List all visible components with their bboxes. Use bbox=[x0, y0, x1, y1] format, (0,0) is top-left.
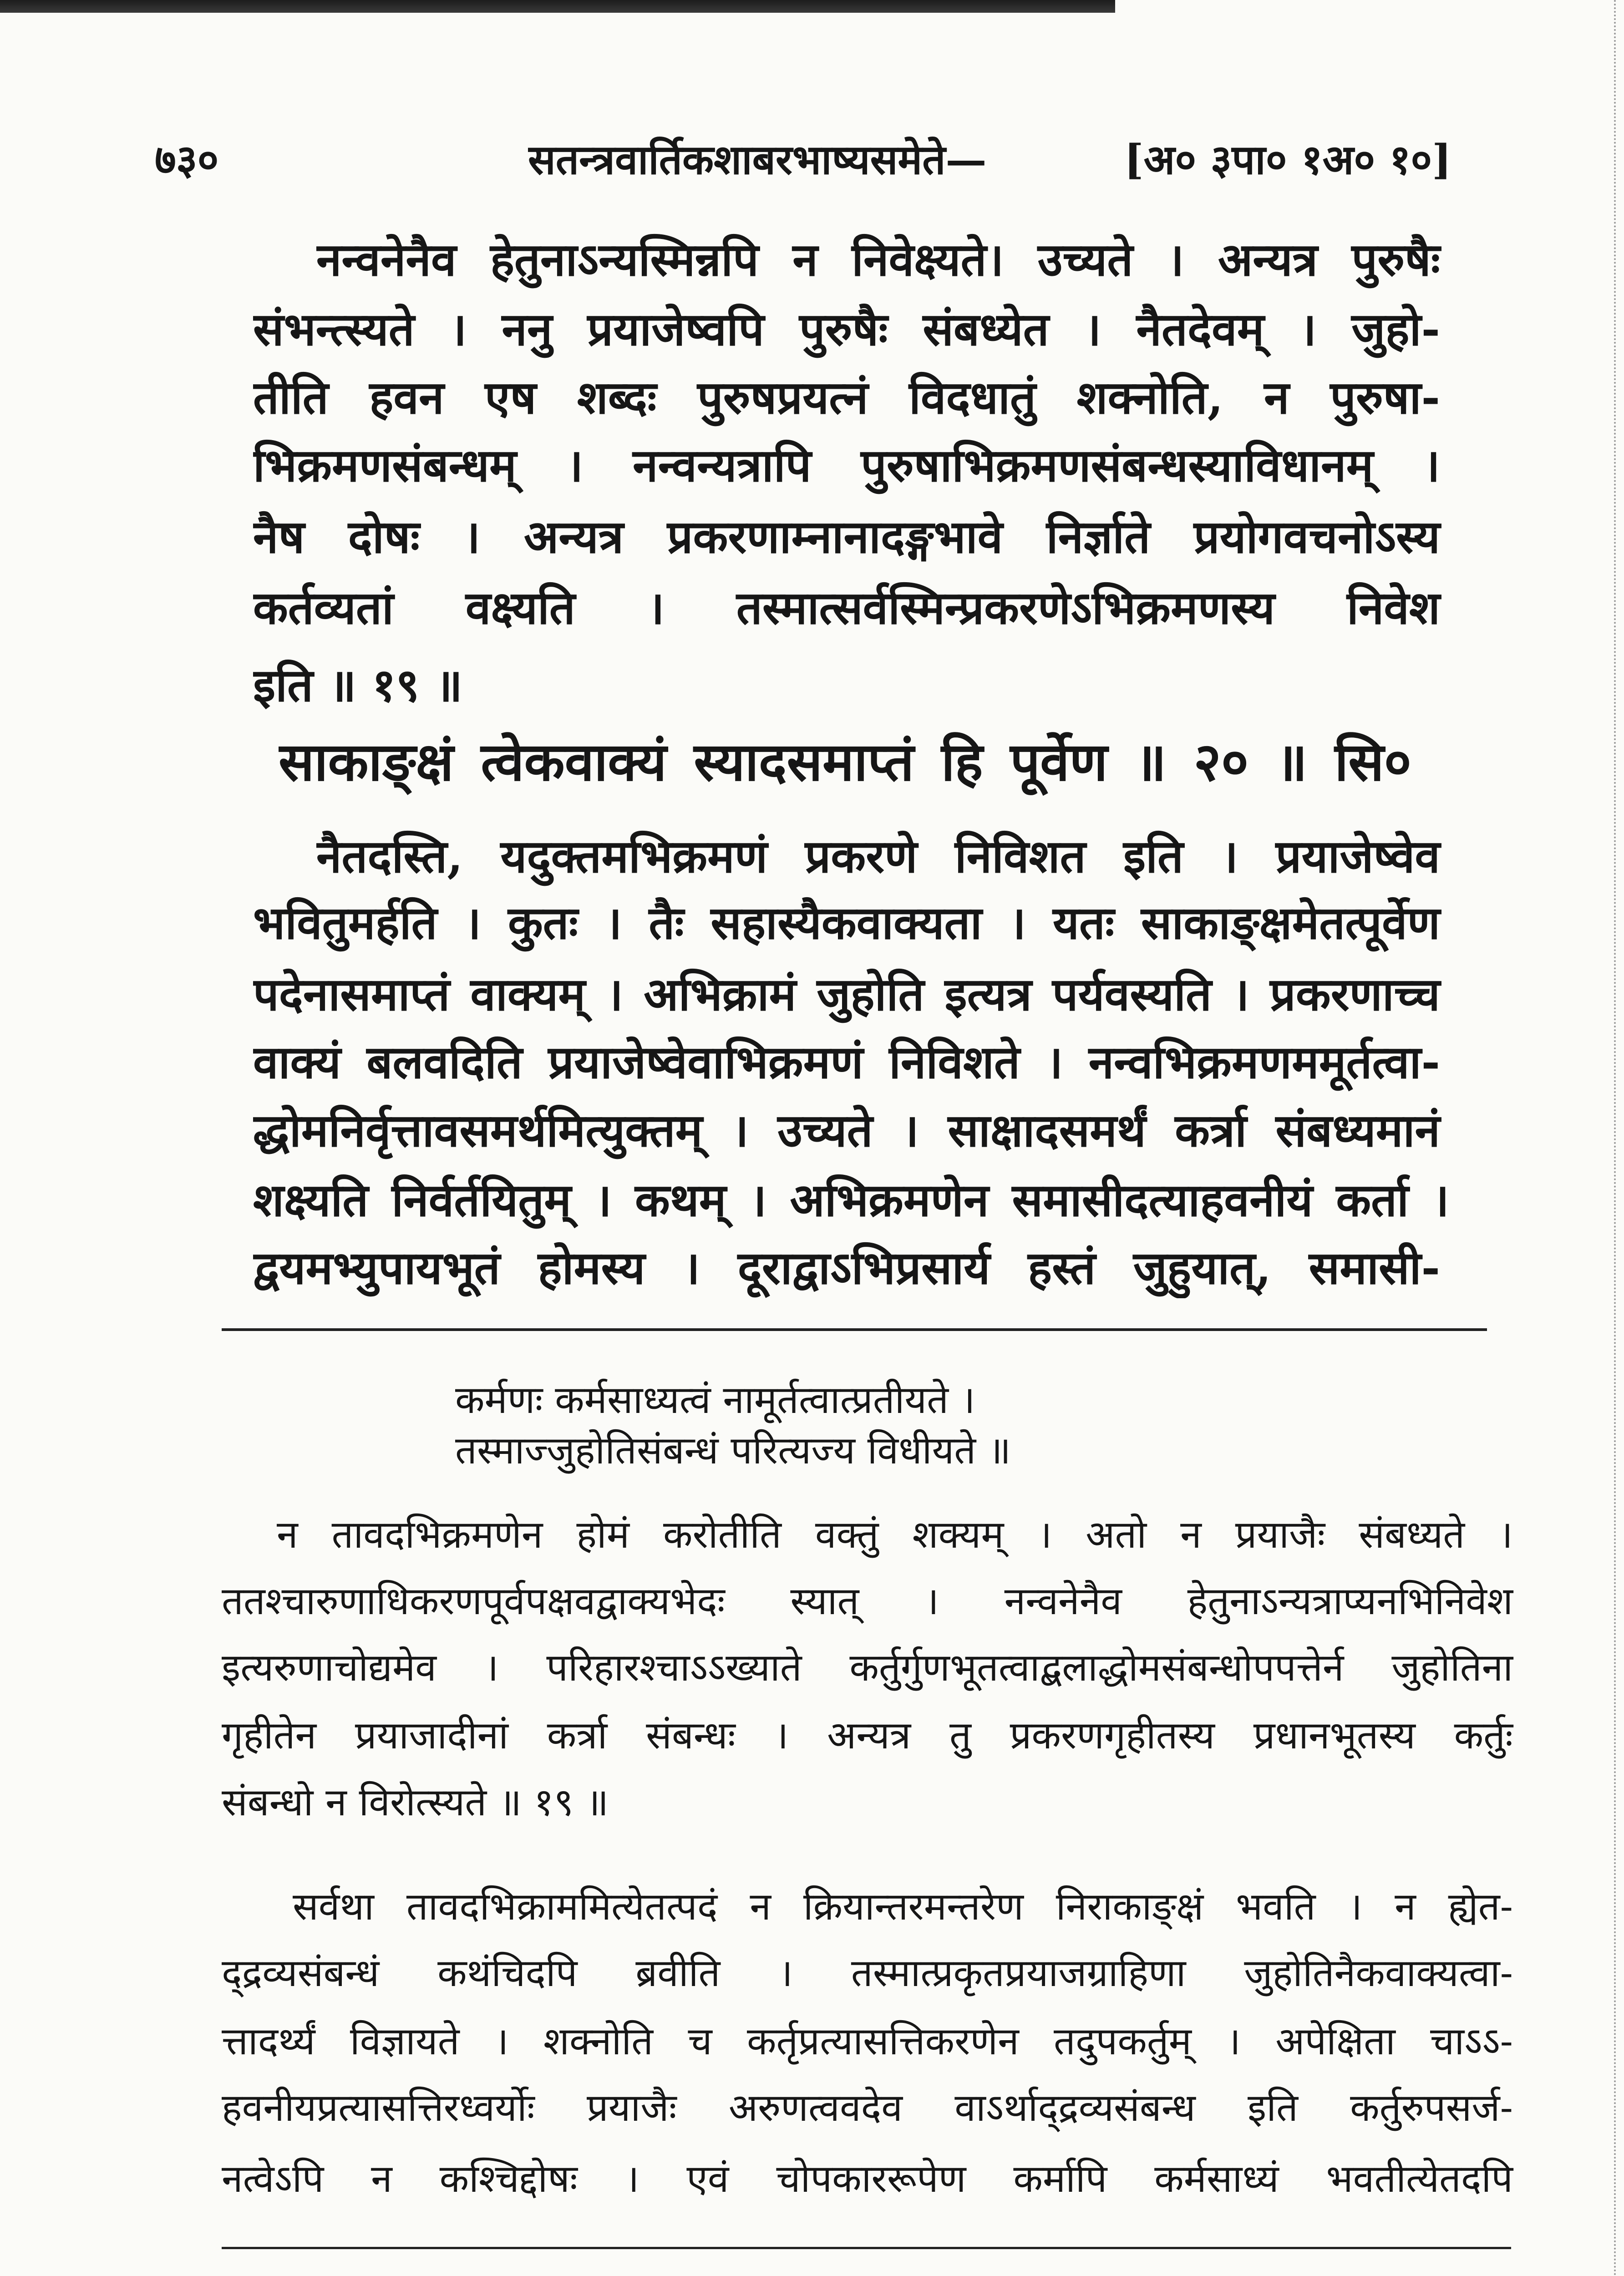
bhashya-line: कर्तव्यतां वक्ष्यति । तस्मात्सर्वस्मिन्प्रकरणेऽभिक्रमणस्य निवेश bbox=[253, 581, 1440, 635]
bhashya-line: भवितुमर्हति । कुतः । तैः सहास्यैकवाक्यता । यतः साकाङ्क्षमेतत्पूर्वेण bbox=[253, 896, 1440, 950]
page-number: ७३० bbox=[155, 136, 219, 184]
vartika-line: नत्वेऽपि न कश्चिद्दोषः । एवं चोपकाररूपेण कर्मापि कर्मसाध्यं भवतीत्येतदपि bbox=[222, 2156, 1513, 2201]
bhashya-line: नन्वनेनैव हेतुनाऽन्यस्मिन्नपि न निवेक्ष्यते। उच्यते । अन्यत्र पुरुषैः bbox=[316, 233, 1440, 286]
bhashya-line: वाक्यं बलवदिति प्रयाजेष्वेवाभिक्रमणं निविशते । नन्वभिक्रमणममूर्तत्वा- bbox=[253, 1035, 1440, 1089]
section-divider bbox=[222, 1328, 1487, 1331]
vartika-line: द्द्रव्यसंबन्धं कथंचिदपि ब्रवीति । तस्मात्प्रकृतप्रयाजग्राहिणा जुहोतिनैकवाक्यत्वा- bbox=[222, 1950, 1513, 1995]
vartika-verse-line: कर्मणः कर्मसाध्यत्वं नामूर्तत्वात्प्रतीयते । bbox=[455, 1377, 975, 1422]
bhashya-line: नैष दोषः । अन्यत्र प्रकरणाम्नानादङ्गभावे निर्ज्ञाते प्रयोगवचनोऽस्य bbox=[253, 510, 1440, 564]
vartika-line: गृहीतेन प्रयाजादीनां कर्त्रा संबन्धः । अन्यत्र तु प्रकरणगृहीतस्य प्रधानभूतस्य कर्तुः bbox=[222, 1712, 1513, 1758]
bhashya-line: संभन्त्स्यते । ननु प्रयाजेष्वपि पुरुषैः संबध्येत । नैतदेवम् । जुहो- bbox=[253, 302, 1440, 356]
bhashya-line: इति ॥ १९ ॥ bbox=[253, 658, 463, 712]
vartika-line: संबन्धो न विरोत्स्यते ॥ १९ ॥ bbox=[222, 1779, 609, 1824]
bhashya-line: द्धोमनिर्वृत्तावसमर्थमित्युक्तम् । उच्यते । साक्षादसमर्थं कर्त्रा संबध्यमानं bbox=[253, 1103, 1440, 1157]
vartika-verse-line: तस्माज्जुहोतिसंबन्धं परित्यज्य विधीयते ॥ bbox=[455, 1428, 1011, 1473]
running-title: सतन्त्रवार्तिकशाबरभाष्यसमेते— bbox=[528, 136, 987, 184]
vartika-line: ततश्चारुणाधिकरणपूर्वपक्षवद्वाक्यभेदः स्यात् । नन्वनेनैव हेतुनाऽन्यत्राप्यनभिनिवेश bbox=[222, 1578, 1513, 1623]
bhashya-line: शक्ष्यति निर्वर्तयितुम् । कथम् । अभिक्रमणेन समासीदत्याहवनीयं कर्ता । bbox=[253, 1173, 1449, 1227]
vartika-line: इत्यरुणाचोद्यमेव । परिहारश्चाऽऽख्याते कर्तुर्गुणभूतत्वाद्बलाद्धोमसंबन्धोपपत्तेर्न जुहोतिना bbox=[222, 1645, 1513, 1690]
vartika-line: न तावदभिक्रमणेन होमं करोतीति वक्तुं शक्यम् । अतो न प्रयाजैः संबध्यते । bbox=[277, 1512, 1513, 1557]
bhashya-line: भिक्रमणसंबन्धम् । नन्वन्यत्रापि पुरुषाभिक्रमणसंबन्धस्याविधानम् । bbox=[253, 438, 1440, 492]
bhashya-line: द्वयमभ्युपायभूतं होमस्य । दूराद्वाऽभिप्रसार्य हस्तं जुहुयात्, समासी- bbox=[253, 1241, 1440, 1295]
bhashya-line: तीति हवन एष शब्दः पुरुषप्रयत्नं विदधातुं शक्नोति, न पुरुषा- bbox=[253, 371, 1440, 424]
vartika-line: हवनीयप्रत्यासत्तिरध्वर्योः प्रयाजैः अरुणत्ववदेव वाऽर्थाद्द्रव्यसंबन्ध इति कर्तुरुपसर्ज- bbox=[222, 2085, 1513, 2130]
bhashya-line: पदेनासमाप्तं वाक्यम् । अभिक्रामं जुहोति इत्यत्र पर्यवस्यति । प्रकरणाच्च bbox=[253, 967, 1440, 1021]
footnote-divider bbox=[222, 2247, 1511, 2249]
bhashya-line: नैतदस्ति, यदुक्तमभिक्रमणं प्रकरणे निविशत इति । प्रयाजेष्वेव bbox=[316, 829, 1440, 883]
section-reference: [अ० ३पा० १अ० १०] bbox=[1124, 136, 1451, 184]
sutra-heading: साकाङ्क्षं त्वेकवाक्यं स्यादसमाप्तं हि पूर्वेण ॥ २० ॥ सि० bbox=[279, 731, 1411, 793]
scan-shadow-top bbox=[0, 0, 1115, 13]
scan-page-edge bbox=[1614, 0, 1616, 2276]
vartika-line: त्तादर्थ्यं विज्ञायते । शक्नोति च कर्तृप्रत्यासत्तिकरणेन तदुपकर्तुम् । अपेक्षिता चाऽऽ- bbox=[222, 2018, 1513, 2063]
vartika-line: सर्वथा तावदभिक्राममित्येतत्पदं न क्रियान्तरमन्तरेण निराकाङ्क्षं भवति । न ह्येत- bbox=[293, 1884, 1513, 1929]
